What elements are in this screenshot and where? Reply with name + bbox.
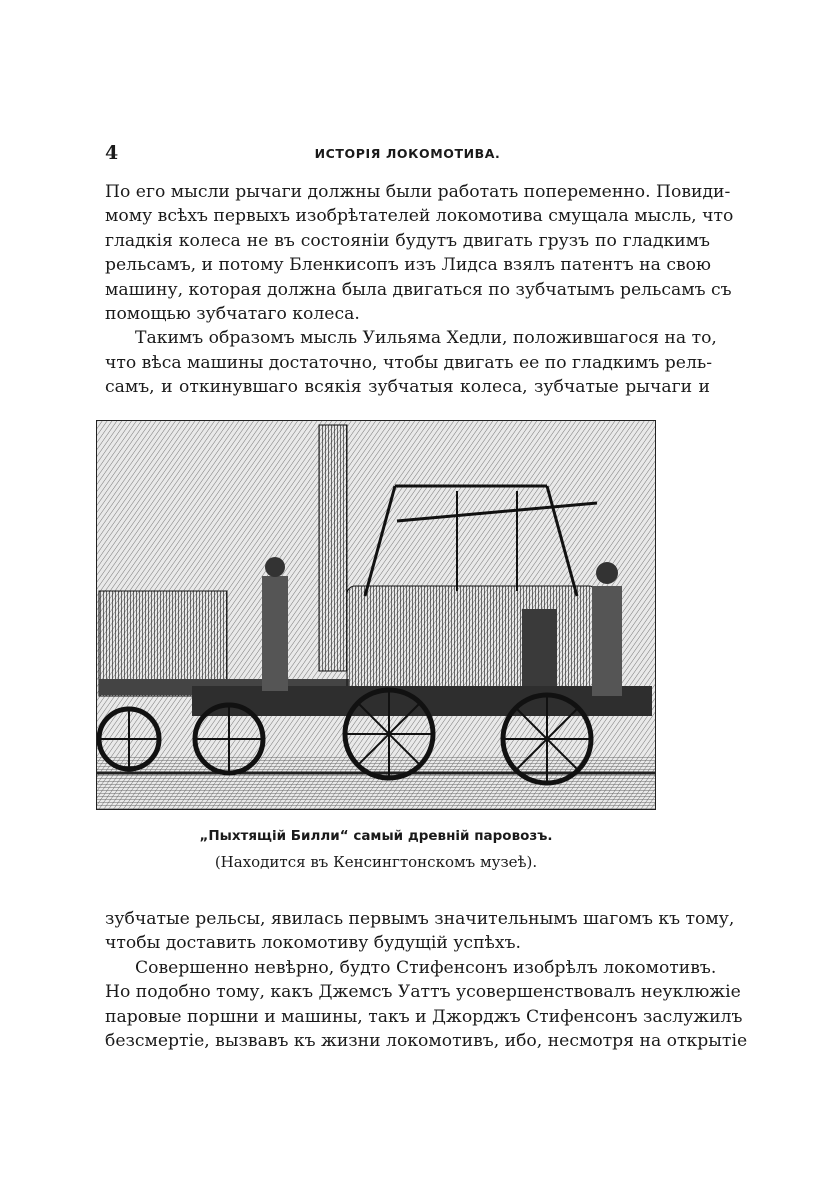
locomotive-engraving: [96, 420, 656, 810]
text-line: безсмертіе, вызвавъ къ жизни локомотивъ, ибо, несмотря на открытіе: [105, 1030, 748, 1051]
page-header: [105, 142, 710, 166]
text-line: Но подобно тому, какъ Джемсъ Уаттъ усовершенствовалъ неуклюжіе: [105, 982, 741, 1003]
text-line: рельсамъ, и потому Бленкисопъ изъ Лидса взялъ патентъ на свою: [105, 255, 711, 276]
text-line: зубчатые рельсы, явилась первымъ значительнымъ шагомъ къ тому,: [105, 909, 735, 929]
text-line: самъ, и откинувшаго всякія зубчатыя колеса, зубчатые рычаги и: [105, 377, 710, 398]
text-line: чтобы доставить локомотиву будущій успѣхъ.: [105, 933, 521, 954]
text-line: гладкія колеса не въ состояніи будутъ двигать грузъ по гладкимъ: [105, 230, 710, 251]
page-number: 4: [105, 142, 119, 164]
text-line: что вѣса машины достаточно, чтобы двигать ее по гладкимъ рель-: [105, 352, 713, 373]
running-title: ИСТОРІЯ ЛОКОМОТИВА.: [314, 146, 501, 161]
figure-caption-title: „Пыхтящій Билли“ самый древній паровозъ.: [199, 828, 553, 844]
figure-caption-subtitle: (Находится въ Кенсингтонскомъ музеѣ).: [214, 853, 538, 871]
text-line: машину, которая должна была двигаться по зубчатымъ рельсамъ съ: [105, 279, 732, 300]
text-line: Совершенно невѣрно, будто Стифенсонъ изобрѣлъ локомотивъ.: [135, 957, 717, 978]
text-line: Такимъ образомъ мысль Уильяма Хедли, положившагося на то,: [135, 328, 717, 349]
text-line: помощью зубчатаго колеса.: [105, 303, 360, 324]
body-text-bottom: [105, 907, 748, 1053]
text-line: паровые поршни и машины, такъ и Джорджъ Стифенсонъ заслужилъ: [105, 1006, 743, 1027]
text-line: мому всѣхъ первыхъ изобрѣтателей локомотива смущала мысль, что: [105, 206, 734, 227]
text-line: По его мысли рычаги должны были работать попеременно. Повиди-: [105, 182, 731, 202]
body-text-top: [105, 180, 734, 400]
